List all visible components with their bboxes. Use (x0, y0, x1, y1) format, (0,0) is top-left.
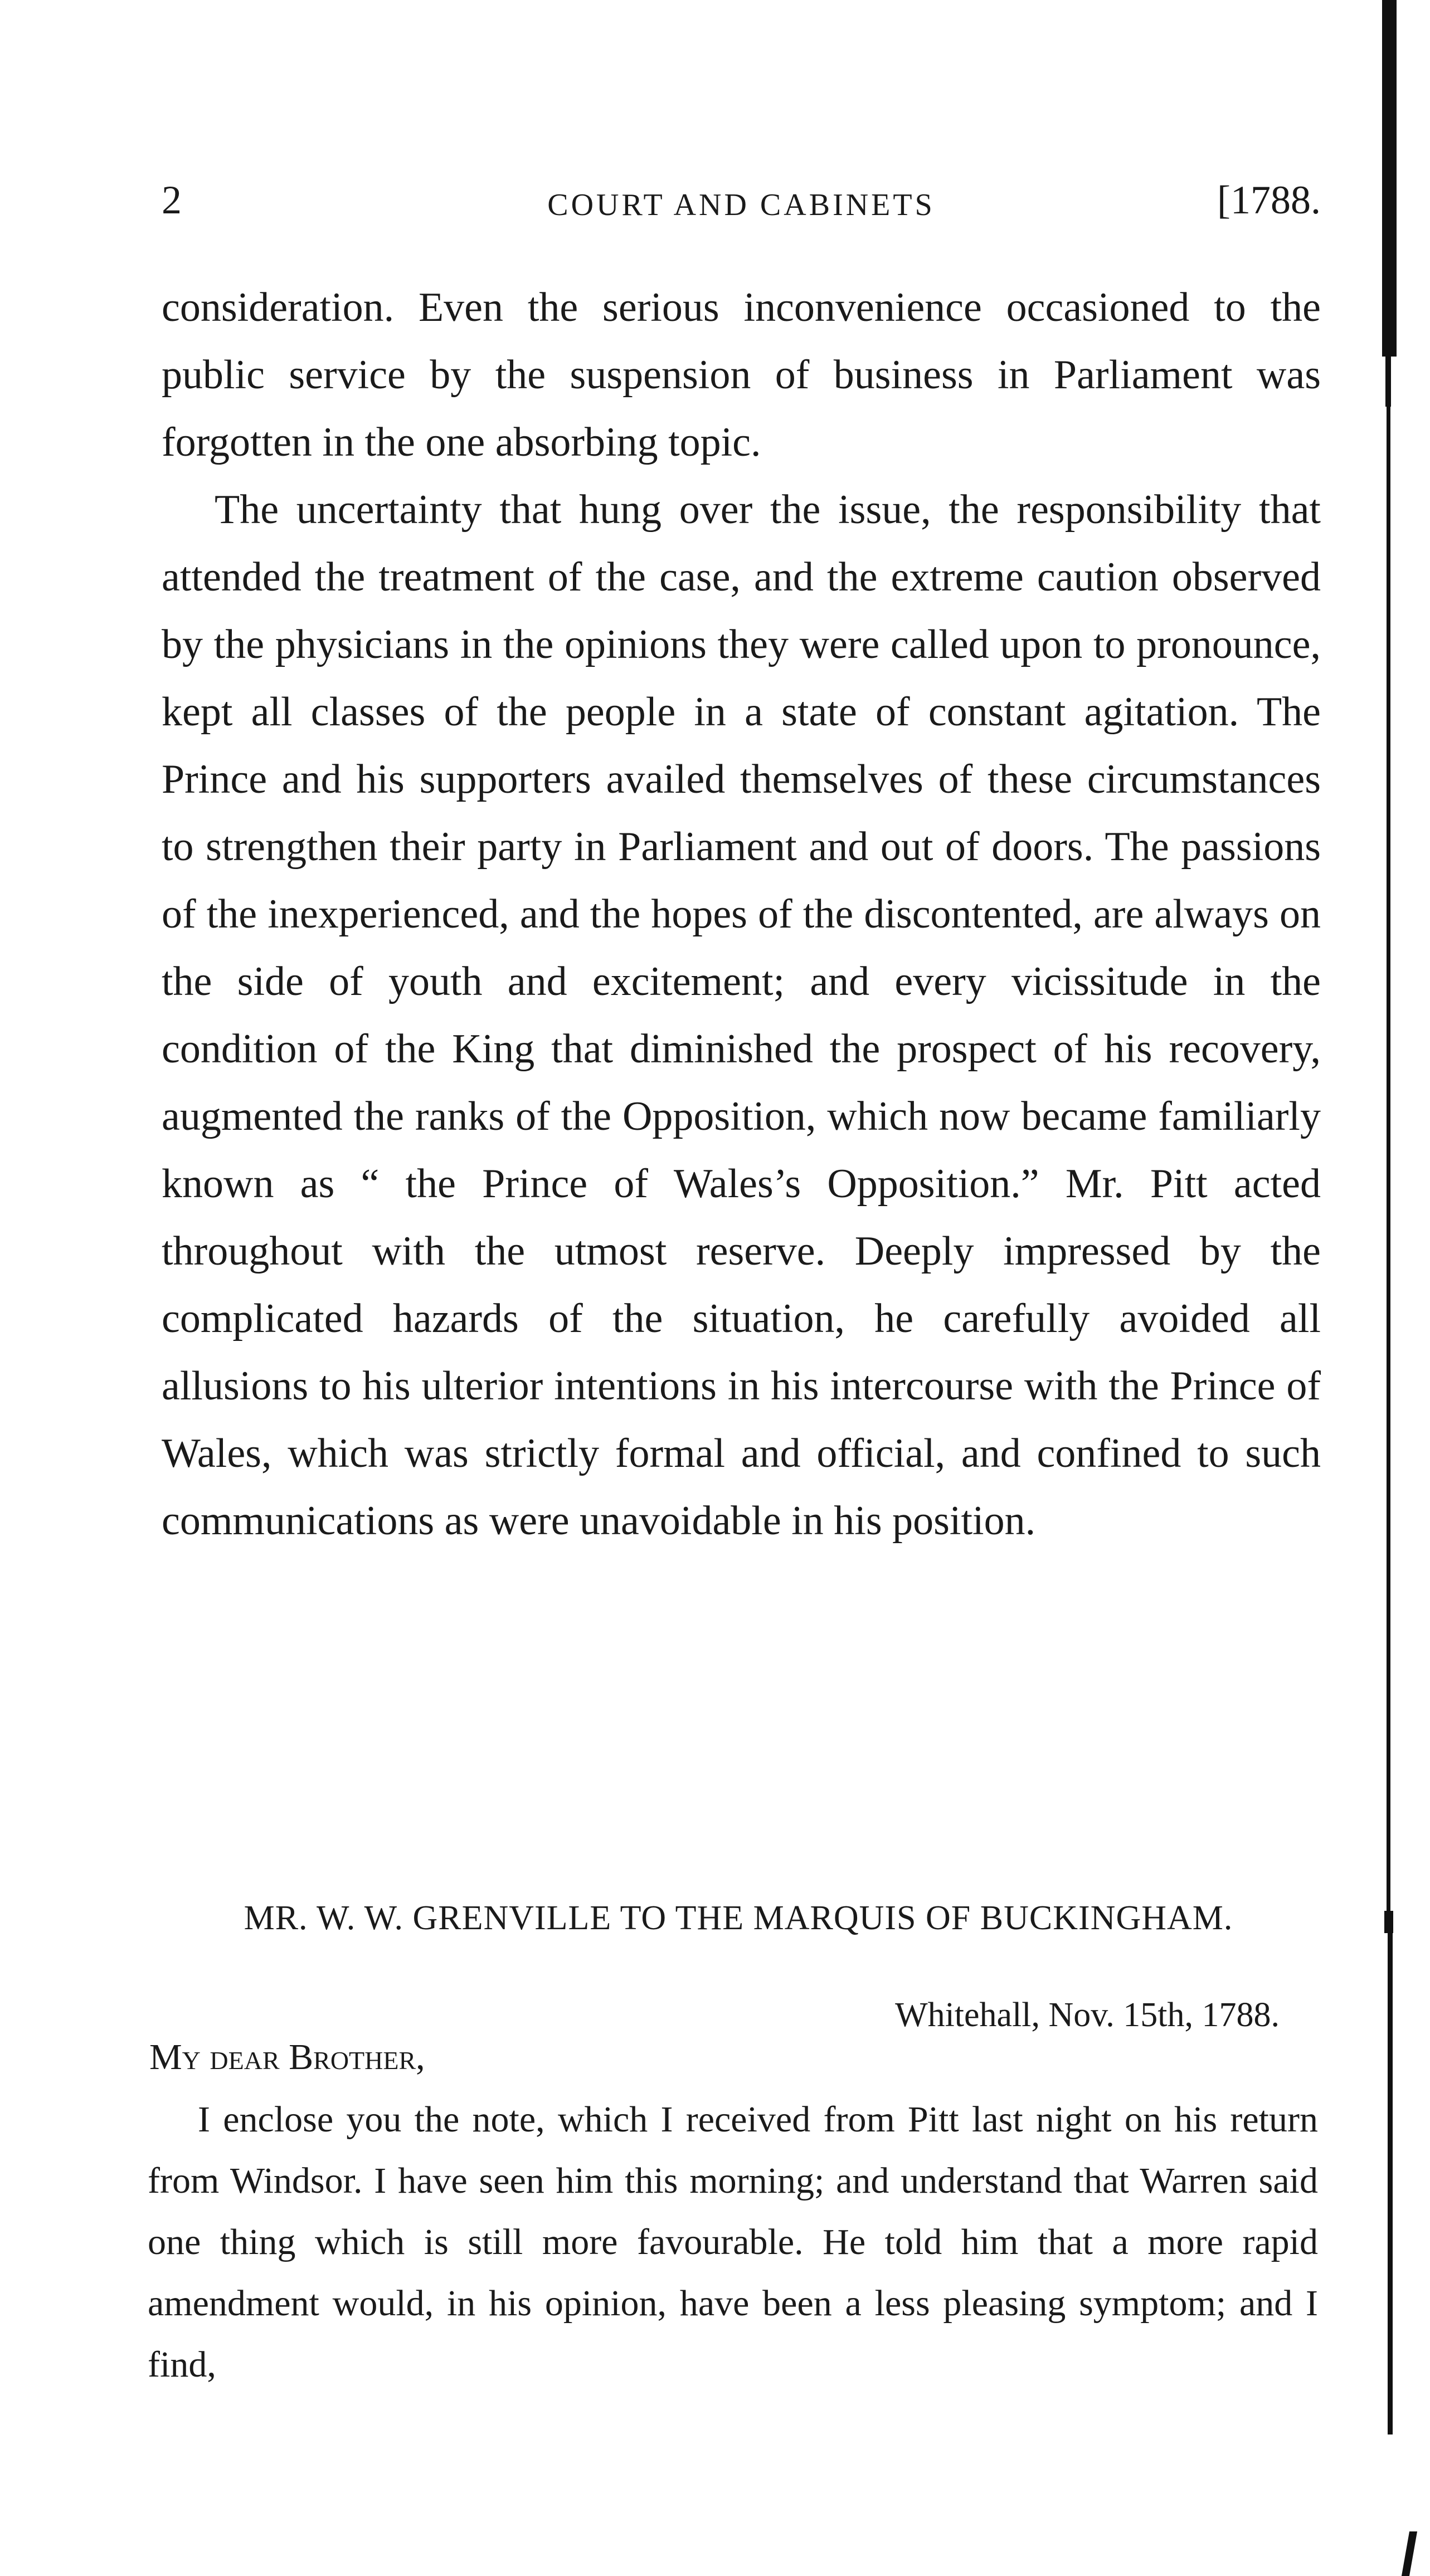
letter-body (148, 2089, 1318, 2396)
edge-segment-upper (1385, 357, 1391, 407)
scan-page-edge (1374, 0, 1397, 2576)
body-paragraph-2: The uncertainty that hung over the issue, the responsibility that attended the treatment of the case, and the extreme caution observed by the physicians in the opinions they were called upon to pronounce, kept all classes of the people in a state of constant agitation. The Prince and his supporters availed themselves of these circumstances to strengthen their party in Parliament and out of doors. The passions of the inexperienced, and the hopes of the discontented, are always on the side of youth and excitement; and every vicissitude in the condition of the King that diminished the prospect of his recovery, augmented the ranks of the Opposition, which now became familiarly known as “ the Prince of Wales’s Opposition.” Mr. Pitt acted throughout with the utmost reserve. Deeply impressed by the complicated hazards of the situation, he carefully avoided all allusions to his ulterior intentions in his intercourse with the Prince of Wales, which was strictly formal and official, and confined to such communications as were unavoidable in his position. (162, 487, 1321, 1544)
edge-segment-notch (1384, 1911, 1393, 1933)
running-head (162, 177, 1321, 227)
body-paragraph-1: consideration. Even the serious inconvenience occasioned to the public service by the suspension of business in Parliament was forgotten in the one absorbing topic. (162, 285, 1321, 465)
edge-segment-mid (1387, 407, 1390, 1911)
letter-dateline: Whitehall, Nov. 15th, 1788. (895, 1996, 1280, 2034)
running-year: [1788. (1217, 178, 1321, 222)
running-title: COURT AND CABINETS (547, 188, 935, 222)
edge-segment-lower (1388, 1933, 1393, 2434)
scan-corner-mark (1402, 2531, 1417, 2576)
body-text (162, 274, 1321, 1555)
edge-segment-top (1382, 0, 1397, 357)
letter-paragraph: I enclose you the note, which I received from Pitt last night on his return from Windsor. I have seen him this morning; and understand that Warren said one thing which is still more favourable. He told him that a more rapid amendment would, in his opinion, have been a less pleasing symptom; and I find, (148, 2099, 1318, 2385)
letter-salutation: My dear Brother, (149, 2037, 425, 2077)
page-number: 2 (162, 178, 182, 222)
letter-heading: MR. W. W. GRENVILLE TO THE MARQUIS OF BUCKINGHAM. (244, 1899, 1233, 1937)
